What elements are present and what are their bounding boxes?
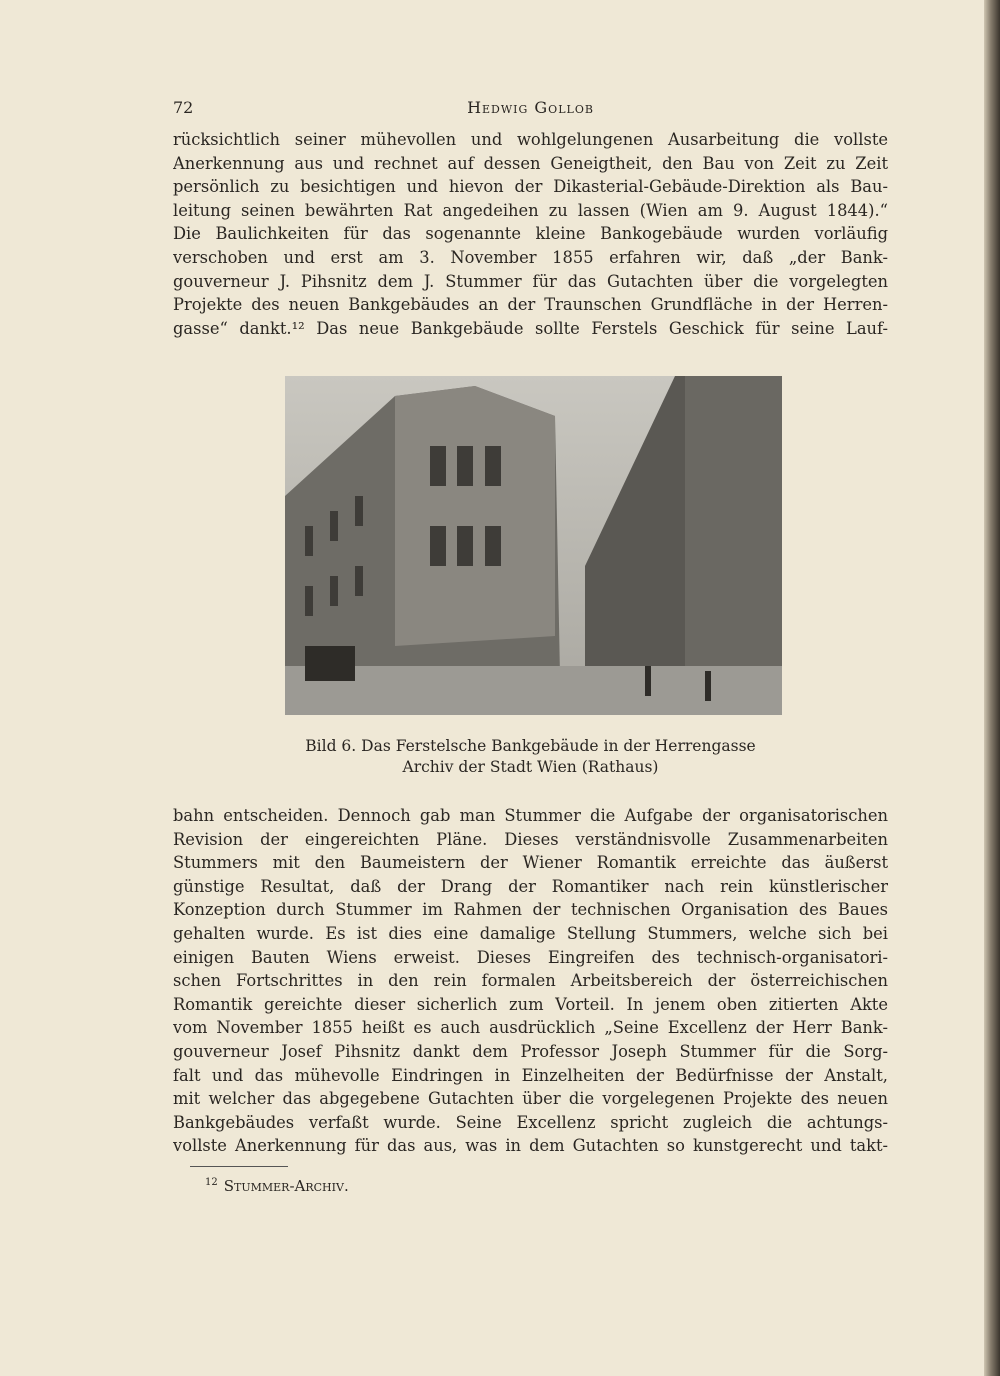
text-line: Die Baulichkeiten für das sogenannte kleine Bankogebäude wurden vorläufig — [173, 224, 888, 244]
text-line: leitung seinen bewährten Rat angedeihen zu lassen (Wien am 9. August 1844).“ — [173, 200, 888, 220]
text-line: Anerkennung aus und rechnet auf dessen Geneigtheit, den Bau von Zeit zu Zeit — [173, 153, 888, 173]
caption-title: Bild 6. Das Ferstelsche Bankgebäude in der Herrengasse — [305, 737, 756, 755]
page-number: 72 — [173, 98, 194, 117]
book-binding-edge — [984, 0, 1000, 1376]
text-line: mit welcher das abgegebene Gutachten über die vorgelegenen Projekte des neuen — [173, 1089, 888, 1109]
running-head: Hedwig Gollob — [467, 98, 594, 117]
text-line: günstige Resultat, daß der Drang der Romantiker nach rein künstlerischer — [173, 876, 888, 896]
text-line: Stummers mit den Baumeistern der Wiener Romantik erreichte das äußerst — [173, 853, 888, 873]
text-line: Projekte des neuen Bankgebäudes an der Traunschen Grundfläche in der Herren- — [173, 295, 888, 315]
text-line: bahn entscheiden. Dennoch gab man Stummer die Aufgabe der organisatorischen — [173, 806, 888, 825]
text-line: rücksichtlich seiner mühevollen und wohlgelungenen Ausarbeitung die vollste — [173, 130, 888, 149]
text-line: falt und das mühevolle Eindringen in Einzelheiten der Bedürfnisse der Anstalt, — [173, 1065, 888, 1085]
page-header — [173, 98, 888, 122]
text-line: gouverneur Josef Pihsnitz dankt dem Professor Joseph Stummer für die Sorg- — [173, 1041, 888, 1061]
text-line: verschoben und erst am 3. November 1855 erfahren wir, daß „der Bank- — [173, 247, 888, 267]
paragraph-1 — [173, 128, 888, 340]
text-line: Revision der eingereichten Pläne. Dieses verständnisvolle Zusammenarbeiten — [173, 829, 888, 849]
text-line: persönlich zu besichtigen und hievon der Dikasterial-Gebäude-Direktion als Bau- — [173, 177, 888, 197]
text-line: schen Fortschrittes in den rein formalen Arbeitsbereich der österreichischen — [173, 971, 888, 991]
footnote-number: 12 — [205, 1177, 218, 1188]
text-line: Bankgebäudes verfaßt wurde. Seine Excellenz spricht zugleich die achtungs- — [173, 1112, 888, 1132]
figure-caption — [173, 736, 888, 778]
text-line: vom November 1855 heißt es auch ausdrücklich „Seine Excellenz der Herr Bank- — [173, 1018, 888, 1038]
text-line: gouverneur J. Pihsnitz dem J. Stummer für das Gutachten über die vorgelegten — [173, 271, 888, 291]
text-line: vollste Anerkennung für das aus, was in dem Gutachten so kunstgerecht und takt- — [173, 1136, 888, 1156]
text-line: gasse“ dankt.¹² Das neue Bankgebäude sollte Ferstels Geschick für seine Lauf- — [173, 318, 888, 338]
text-line: Konzeption durch Stummer im Rahmen der technischen Organisation des Baues — [173, 900, 888, 920]
photo-illustration — [285, 376, 782, 715]
text-line: Romantik gereichte dieser sicherlich zum Vorteil. In jenem oben zitierten Akte — [173, 994, 888, 1014]
paragraph-2 — [173, 804, 888, 1158]
footnote-divider — [190, 1166, 288, 1167]
caption-source: Archiv der Stadt Wien (Rathaus) — [402, 758, 659, 776]
footnote-text: Stummer-Archiv. — [223, 1177, 349, 1195]
text-line: einigen Bauten Wiens erweist. Dieses Eingreifen des technisch-organisatori- — [173, 947, 888, 967]
footnote — [205, 1177, 349, 1195]
figure-photo-bank-building — [285, 376, 782, 715]
text-line: gehalten wurde. Es ist dies eine damalige Stellung Stummers, welche sich bei — [173, 923, 888, 943]
